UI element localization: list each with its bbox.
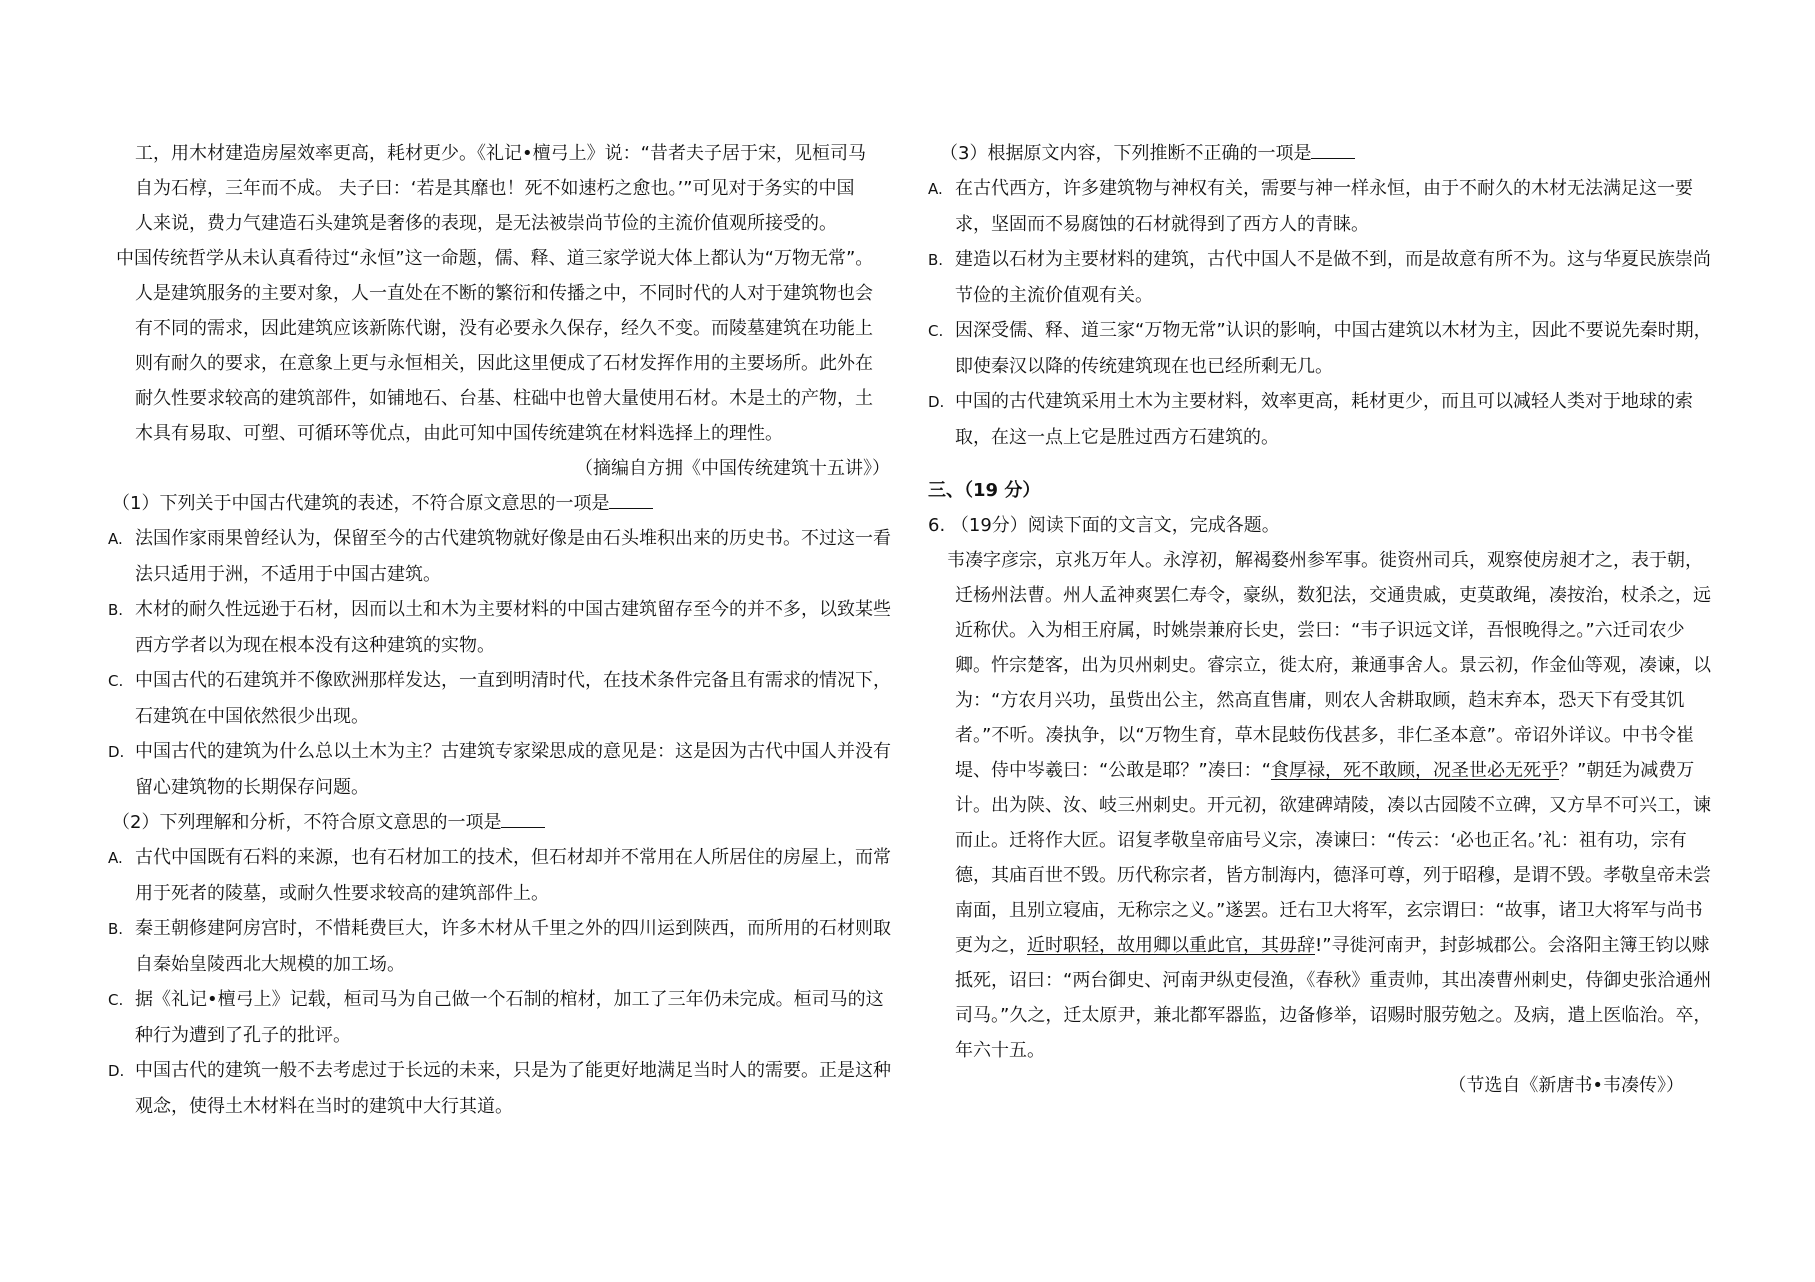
classical-source: （节选自《新唐书•韦凑传》） — [1448, 1075, 1684, 1096]
option-text: 古代中国既有石料的来源，也有石材加工的技术，但石材却并不常用在人所居住的房屋上，而常用于死者的陵墓，或耐久性要求较高的建筑部件上。 — [135, 847, 891, 904]
question-stem: （3）根据原文内容，下列推断不正确的一项是 — [940, 143, 1312, 164]
option-text: 建造以石材为主要材料的建筑，古代中国人不是做不到，而是故意有所不为。这与华夏民族崇尚节俭的主流价值观有关。 — [955, 249, 1711, 306]
question-1 — [108, 486, 898, 805]
option-text: 秦王朝修建阿房宫时，不惜耗费巨大，许多木材从千里之外的四川运到陕西，而所用的石材则取自秦始皇陵西北大规模的加工场。 — [135, 918, 891, 975]
question-stem: （2）下列理解和分析，不符合原文意思的一项是 — [112, 812, 502, 833]
option-text: 中国古代的石建筑并不像欧洲那样发达，一直到明清时代，在技术条件完备且有需求的情况下，石建筑在中国依然很少出现。 — [135, 670, 891, 727]
option-label: B. — [928, 251, 944, 269]
text-line: 有不同的需求，因此建筑应该新陈代谢，没有必要永久保存，经久不变。而陵墓建筑在功能上 — [135, 318, 873, 339]
answer-blank[interactable] — [1311, 140, 1355, 159]
option-label: B. — [108, 601, 124, 619]
option-c[interactable] — [108, 663, 898, 734]
left-column — [108, 136, 898, 1124]
option-text: 在古代西方，许多建筑物与神权有关，需要与神一样永恒，由于不耐久的木材无法满足这一要求，坚固而不易腐蚀的石材就得到了西方人的青睐。 — [955, 178, 1693, 235]
option-d[interactable] — [108, 734, 898, 805]
question-3 — [928, 136, 1718, 455]
option-label: C. — [108, 991, 124, 1009]
option-label: D. — [108, 1062, 125, 1080]
right-column — [928, 136, 1718, 1103]
option-a[interactable] — [108, 521, 898, 592]
text-line: 人来说，费力气建造石头建筑是奢侈的表现，是无法被崇尚节俭的主流价值观所接受的。 — [135, 213, 837, 234]
option-text: 中国古代的建筑为什么总以土木为主？古建筑专家梁思成的意见是：这是因为古代中国人并没有留心建筑物的长期保存问题。 — [135, 741, 891, 798]
underlined-sentence-1: 食厚禄，死不敢顾，况圣世必无死乎 — [1270, 760, 1559, 781]
passage-source: （摘编自方拥《中国传统建筑十五讲》） — [575, 458, 890, 479]
passage-paragraph-2 — [108, 241, 898, 451]
underlined-sentence-2: 近时职轻，故用卿以重此官，其毋辞 — [1027, 935, 1315, 956]
option-label: A. — [928, 180, 943, 198]
option-label: D. — [108, 743, 125, 761]
option-label: A. — [108, 849, 123, 867]
text-line: 木具有易取、可塑、可循环等优点，由此可知中国传统建筑在材料选择上的理性。 — [135, 423, 783, 444]
option-label: D. — [928, 393, 945, 411]
question-stem: （1）下列关于中国古代建筑的表述，不符合原文意思的一项是 — [112, 493, 610, 514]
text-line: 自为石椁，三年而不成。 夫子曰：‘若是其靡也！死不如速朽之愈也。’”可见对于务实的中国 — [135, 178, 855, 199]
option-label: B. — [108, 920, 124, 938]
option-d[interactable] — [108, 1053, 898, 1124]
passage-text: 韦凑字彦宗，京兆万年人。永淳初，解褐婺州参军事。徙资州司兵，观察使房昶才之，表于朝，迁杨州法曹。州人孟神爽罢仁寿令，豪纵，数犯法，交通贵戚，吏莫敢绳，凑按治，杖杀之，远近称伏。入为相王府属，时姚崇兼府长史，尝曰：“韦子识远文详，吾恨晚得之。”六迁司农少卿。忤宗楚客，出为贝州刺史。睿宗立，徙太府，兼通事舍人。景云初，作金仙等观，凑谏，以为：“方农月兴功，虽赀出公主，然高直售庸，则农人舍耕取顾，趋末弃本，恐天下有受其饥者。”不听。凑执争，以“万物生育，草木昆蚑伤伐甚多，非仁圣本意”。帝诏外详议。中书令崔堤、侍中岑羲曰：“公敢是耶？”凑曰：“ — [947, 550, 1711, 781]
option-c[interactable] — [928, 313, 1718, 384]
option-label: C. — [108, 672, 124, 690]
option-label: C. — [928, 322, 944, 340]
option-label: A. — [108, 530, 123, 548]
text-line: 则有耐久的要求，在意象上更与永恒相关，因此这里便成了石材发挥作用的主要场所。此外在 — [135, 353, 873, 374]
option-b[interactable] — [108, 911, 898, 982]
answer-blank[interactable] — [609, 490, 653, 509]
option-a[interactable] — [928, 171, 1718, 242]
option-text: 木材的耐久性远逊于石材，因而以土和木为主要材料的中国古建筑留存至今的并不多，以致某些西方学者以为现在根本没有这种建筑的实物。 — [135, 599, 891, 656]
option-b[interactable] — [928, 242, 1718, 313]
option-c[interactable] — [108, 982, 898, 1053]
section-title: 三、（19 分） — [928, 480, 1041, 501]
question-6-stem: 6. （19分）阅读下面的文言文，完成各题。 — [928, 515, 1280, 536]
classical-passage — [928, 543, 1718, 1068]
option-a[interactable] — [108, 840, 898, 911]
option-text: 中国的古代建筑采用土木为主要材料，效率更高，耗材更少，而且可以减轻人类对于地球的索取，在这一点上它是胜过西方石建筑的。 — [955, 391, 1693, 448]
option-text: 法国作家雨果曾经认为，保留至今的古代建筑物就好像是由石头堆积出来的历史书。不过这一看法只适用于洲，不适用于中国古建筑。 — [135, 528, 891, 585]
question-2 — [108, 805, 898, 1124]
option-text: 据《礼记•檀弓上》记载，桓司马为自己做一个石制的棺材，加工了三年仍未完成。桓司马的这种行为遭到了孔子的批评。 — [135, 989, 884, 1046]
text-line: 人是建筑服务的主要对象，人一直处在不断的繁衍和传播之中，不同时代的人对于建筑物也会 — [135, 283, 873, 304]
answer-blank[interactable] — [501, 809, 545, 828]
option-text: 因深受儒、释、道三家“万物无常”认识的影响，中国古建筑以木材为主，因此不要说先秦时期，即使秦汉以降的传统建筑现在也已经所剩无几。 — [955, 320, 1712, 377]
text-line: 耐久性要求较高的建筑部件，如铺地石、台基、柱础中也曾大量使用石材。木是土的产物，土 — [135, 388, 873, 409]
text-line: 中国传统哲学从未认真看待过“永恒”这一命题，儒、释、道三家学说大体上都认为“万物无常”。 — [116, 248, 874, 269]
passage-text: !”寻徙河南尹，封彭城郡公。会洛阳主簿王钧以赇抵死，诏曰：“两台御史、河南尹纵吏侵渔，《春秋》重责帅，其出凑曹州刺史，侍御史张洽通州司马。”久之，迁太原尹，兼北都军器监，边备修举，诏赐时服劳勉之。及病，遣上医临治。卒，年六十五。 — [955, 935, 1712, 1061]
text-line: 工，用木材建造房屋效率更高，耗材更少。《礼记•檀弓上》说：“昔者夫子居于宋，见桓司马 — [135, 143, 866, 164]
option-d[interactable] — [928, 384, 1718, 455]
option-b[interactable] — [108, 592, 898, 663]
passage-continuation — [108, 136, 898, 241]
option-text: 中国古代的建筑一般不去考虑过于长远的未来，只是为了能更好地满足当时人的需要。正是这种观念，使得土木材料在当时的建筑中大行其道。 — [135, 1060, 891, 1117]
passage-text: ？”朝廷为减费万计。出为陕、汝、岐三州刺史。开元初，欲建碑靖陵，凑以古园陵不立碑，又方旱不可兴工，谏而止。迁将作大匠。诏复孝敬皇帝庙号义宗，凑谏曰：“传云：‘必也正名。’礼：祖有功，宗有德，其庙百世不毁。历代称宗者，皆方制海内，德泽可尊，列于昭穆，是谓不毁。孝敬皇帝未尝南面，且别立寝庙，无称宗之义。”遂罢。迁右卫大将军，玄宗谓曰：“故事，诸卫大将军与尚书更为之， — [955, 760, 1711, 956]
